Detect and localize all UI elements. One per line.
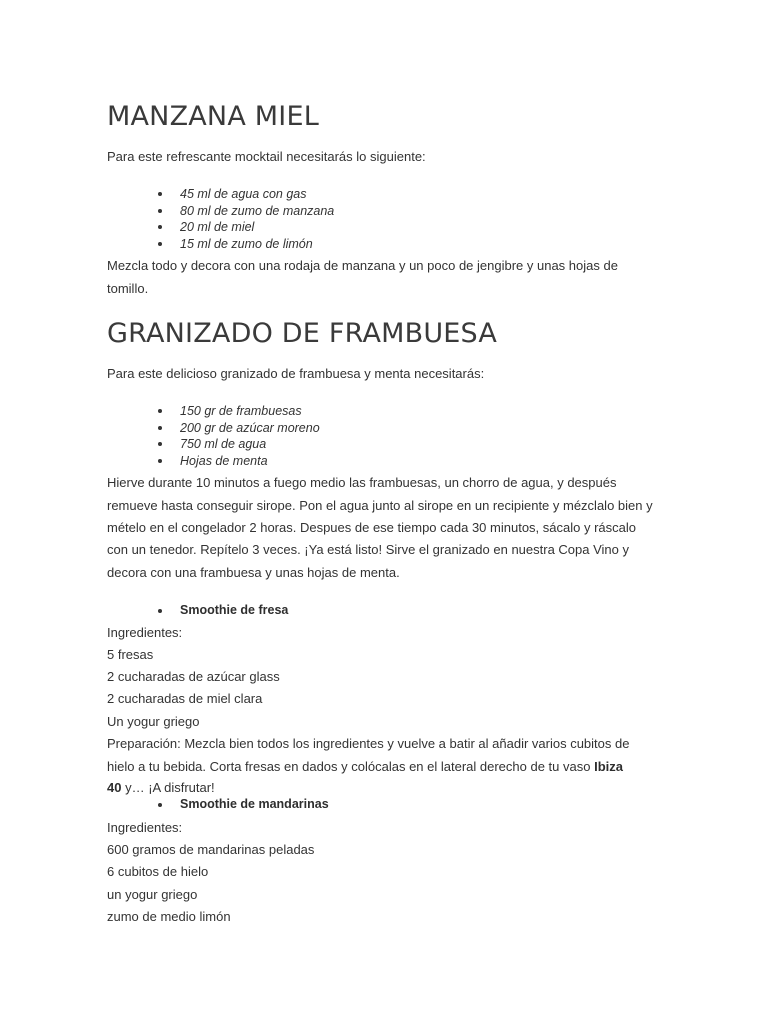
manzana-intro: Para este refrescante mocktail necesitarás lo siguiente: <box>107 149 426 164</box>
granizado-instructions-line: decora con una frambuesa y unas hojas de menta. <box>107 565 400 580</box>
smoothie-fresa-line: Ingredientes: <box>107 625 183 640</box>
smoothie-fresa-prep-line <box>107 780 215 795</box>
granizado-intro: Para este delicioso granizado de frambuesa y menta necesitarás: <box>107 366 485 381</box>
smoothie-fresa-line: 5 fresas <box>107 647 154 662</box>
product-name-40: 40 <box>107 780 122 795</box>
list-item: 20 ml de miel <box>180 219 334 236</box>
granizado-instructions-line: remueve hasta conseguir sirope. Pon el agua junto al sirope en un recipiente y mézclalo bien y <box>107 498 653 513</box>
manzana-instructions-line: Mezcla todo y decora con una rodaja de manzana y un poco de jengibre y unas hojas de <box>107 258 618 273</box>
list-item: 45 ml de agua con gas <box>180 186 334 203</box>
granizado-instructions-line: mételo en el congelador 2 horas. Despues de ese tiempo cada 30 minutos, sácalo y ráscalo <box>107 520 636 535</box>
smoothie-mandarinas-line: Ingredientes: <box>107 820 183 835</box>
smoothie-fresa-prep-line: Preparación: Mezcla bien todos los ingredientes y vuelve a batir al añadir varios cubitos de <box>107 736 630 751</box>
smoothie-mandarinas-line: zumo de medio limón <box>107 909 231 924</box>
heading-manzana-miel: MANZANA MIEL <box>107 101 319 132</box>
smoothie-mandarinas-title: Smoothie de mandarinas <box>180 797 329 811</box>
smoothie-fresa-title: Smoothie de fresa <box>180 603 289 617</box>
list-item: Hojas de menta <box>180 453 320 470</box>
smoothie-mandarinas-line: un yogur griego <box>107 887 198 902</box>
prep-text: y… ¡A disfrutar! <box>121 780 215 795</box>
list-item: 200 gr de azúcar moreno <box>180 420 320 435</box>
granizado-instructions-line: con un tenedor. Repítelo 3 veces. ¡Ya está listo! Sirve el granizado en nuestra Copa Vino y <box>107 542 629 557</box>
granizado-instructions-line: Hierve durante 10 minutos a fuego medio las frambuesas, un chorro de agua, y después <box>107 475 617 490</box>
list-item: 150 gr de frambuesas <box>180 403 320 420</box>
smoothie-mandarinas-line: 600 gramos de mandarinas peladas <box>107 842 315 857</box>
manzana-ingredients-list <box>155 186 334 252</box>
smoothie-fresa-line: 2 cucharadas de miel clara <box>107 691 263 706</box>
granizado-ingredients-list <box>155 403 320 469</box>
heading-granizado-frambuesa: GRANIZADO DE FRAMBUESA <box>107 318 498 349</box>
list-item: 15 ml de zumo de limón <box>180 236 334 253</box>
prep-text: hielo a tu bebida. Corta fresas en dados y colócalas en el lateral derecho de tu vaso <box>107 759 595 774</box>
smoothie-mandarinas-line: 6 cubitos de hielo <box>107 864 209 879</box>
manzana-instructions-line: tomillo. <box>107 281 149 296</box>
product-name-ibiza: Ibiza <box>594 759 623 774</box>
smoothie-fresa-line: 2 cucharadas de azúcar glass <box>107 669 280 684</box>
list-item: 80 ml de zumo de manzana <box>180 203 335 218</box>
smoothie-fresa-line: Un yogur griego <box>107 714 200 729</box>
smoothie-fresa-prep-line <box>107 759 623 774</box>
list-item: 750 ml de agua <box>180 436 320 453</box>
